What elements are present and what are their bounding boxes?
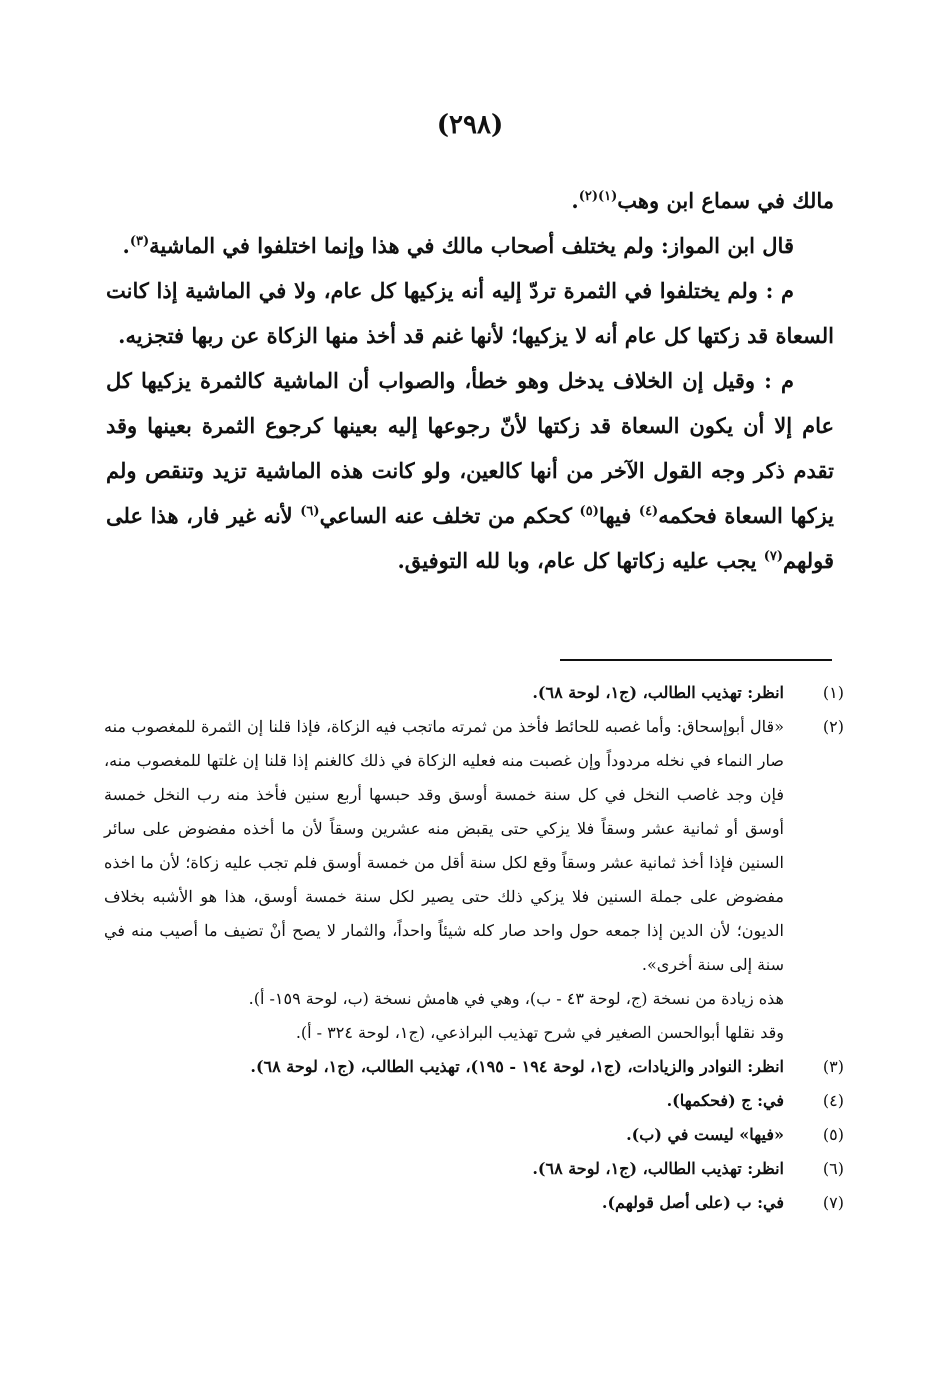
text-run: م : ولم يختلفوا في الثمرة تردّ إليه أنه يزكيها كل عام، ولا في الماشية إذا كانت السعاة قد زكتها كل عام أنه لا يزكيها؛ لأنها غنم قد أخذ منها الزكاة عن ربها فتجزيه.	[106, 278, 834, 348]
footnote-number: (١)	[822, 683, 844, 702]
footnote-number: (٣)	[822, 1057, 844, 1076]
footnote-number: (٦)	[822, 1159, 844, 1178]
main-paragraph	[106, 178, 834, 223]
main-paragraph	[106, 223, 834, 268]
text-run: فيها	[598, 503, 639, 528]
text-run: يجب عليه زكاتها كل عام، وبا لله التوفيق.	[397, 548, 764, 573]
footnote-ref[interactable]: (٣)	[129, 234, 150, 249]
text-run: م : وقيل إن الخلاف يدخل وهو خطأ، والصواب أن الماشية كالثمرة يزكيها كل عام إلا أن يكون السعاة قد زكتها لأنّ رجوعها إليه بعينها كرجوع الثمرة بعينها وقد تقدم ذكر وجه القول الآخر من أنها كالعين، ولو كانت هذه الماشية تزيد وتنقص ولم يزكها السعاة فحكمه	[106, 368, 834, 528]
text-run: لأنه غير فار، هذا على قولهم	[106, 503, 834, 573]
footnote-item	[104, 1118, 844, 1152]
footnote-text: في: ج (فحكمها).	[666, 1091, 784, 1110]
footnote-item	[104, 710, 844, 1050]
text-run: .	[122, 233, 130, 258]
footnote-text: انظر: تهذيب الطالب، (ج١، لوحة ٦٨).	[532, 683, 784, 702]
footnote-text: انظر: تهذيب الطالب، (ج١، لوحة ٦٨).	[532, 1159, 784, 1178]
footnote-text: انظر: النوادر والزيادات، (ج١، لوحة ١٩٤ - ١٩٥)، تهذيب الطالب، (ج١، لوحة ٦٨).	[250, 1057, 784, 1076]
footnote-ref[interactable]: (٥)	[579, 504, 599, 519]
footnote-number: (٧)	[822, 1193, 844, 1212]
footnote-number: (٤)	[822, 1091, 844, 1110]
footnotes	[104, 676, 844, 1220]
footnote-ref[interactable]: (٤)	[638, 504, 659, 519]
text-run: مالك في سماع ابن وهب	[617, 188, 834, 213]
footnote-ref[interactable]: (٦)	[300, 504, 320, 519]
footnote-ref[interactable]: (١)(٢)	[578, 189, 618, 204]
footnote-item	[104, 676, 844, 710]
text-run: .	[571, 188, 579, 213]
footnote-item	[104, 1050, 844, 1084]
footnote-item	[104, 1186, 844, 1220]
page-number: (٢٩٨)	[436, 110, 504, 140]
footnote-number: (٢)	[822, 717, 844, 736]
footnote-text: وقد نقلها أبوالحسن الصغير في شرح تهذيب البراذعي، (ج١، لوحة ٣٢٤ - أ).	[295, 1023, 784, 1042]
footnote-ref[interactable]: (٧)	[763, 549, 784, 564]
text-run: قال ابن المواز: ولم يختلف أصحاب مالك في هذا وإنما اختلفوا في الماشية	[149, 233, 794, 258]
footnote-text: «قال أبوإسحاق: وأما غصبه للحائط فأخذ من ثمرته ماتجب فيه الزكاة، فإذا قلنا إن الثمرة للمغصوب منه صار النماء في نخله مردوداً وإن غصبت منه فعليه الزكاة في ذلك كالغنم إذا قلنا إن غلتها للمغصوب منه، فإن وجد غاصب النخل في كل سنة خمسة أوسق وقد حبسها أربع سنين فأخذ منه رب النخل خمسة أوسق أو ثمانية عشر وسقاً فلا يزكي حتى يقبض منه عشرين وسقاً لأن ما أخذه مفضوض على سائر السنين فإذا أخذ ثمانية عشر وسقاً وقع لكل سنة أقل من خمسة أوسق فلم تجب عليه زكاة؛ لأن ما اخذه مفضوض على جملة السنين فلا يزكي ذلك حتى يصير لكل سنة خمسة أوسق، هذا هو الأشبه بخلاف الديون؛ لأن الدين إذا جمعه حول واحد صار كله شيئاً واحداً، والثمار لا يصح أنْ تضيف ما أصيب منه في سنة إلى سنة أخرى».	[104, 717, 785, 974]
footnote-text: هذه زيادة من نسخة (ج، لوحة ٤٣ - ب)، وهي في هامش نسخة (ب، لوحة ١٥٩- أ).	[248, 989, 784, 1008]
footnote-item	[104, 1084, 844, 1118]
footnote-text: في: ب (على أصل قولهم).	[601, 1193, 784, 1212]
text-run: كحكم من تخلف عنه الساعي	[319, 503, 580, 528]
footnote-number: (٥)	[822, 1125, 844, 1144]
main-paragraph	[106, 358, 834, 583]
footnote-text: «فيها» ليست في (ب).	[626, 1125, 784, 1144]
footnote-divider	[560, 659, 832, 661]
main-paragraph	[106, 268, 834, 358]
main-text	[106, 178, 834, 583]
footnote-item	[104, 1152, 844, 1186]
